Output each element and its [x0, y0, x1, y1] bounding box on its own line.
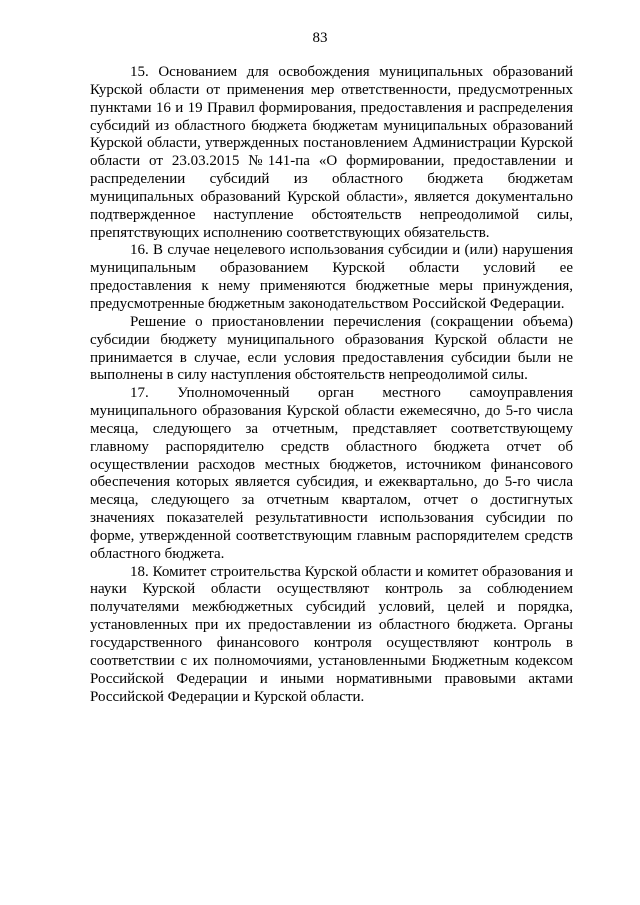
document-body — [90, 64, 573, 706]
paragraph-18: 18. Комитет строительства Курской области и комитет образования и науки Курской области осуществляют контроль за соблюдением получателями межбюджетных субсидий условий, целей и порядка, установленных при их предоставлении из областного бюджета. Органы государственного финансового контроля осуществляют контроль в соответствии с их полномочиями, установленными Бюджетным кодексом Российской Федерации и иными нормативными правовыми актами Российской Федерации и Курской области. — [90, 563, 573, 705]
paragraph-17: 17. Уполномоченный орган местного самоуправления муниципального образования Курской области ежемесячно, до 5-го числа месяца, следующего за отчетным, представляет соответствующему главному распорядителю средств областного бюджета отчет об осуществлении расходов местных бюджетов, источником финансового обеспечения которых является субсидия, и ежеквартально, до 5-го числа месяца, следующего за отчетным кварталом, отчет о достигнутых значениях показателей результативности использования субсидии по форме, утвержденной соответствующим главным распорядителем средств областного бюджета. — [90, 385, 573, 562]
paragraph-16-decision: Решение о приостановлении перечисления (сокращении объема) субсидии бюджету муниципального образования Курской области не принимается в случае, если условия предоставления субсидии были не выполнены в силу наступления обстоятельств непреодолимой силы. — [90, 313, 573, 384]
paragraph-15: 15. Основанием для освобождения муниципальных образований Курской области от применения мер ответственности, предусмотренных пунктами 16 и 19 Правил формирования, предоставления и распределения субсидий из областного бюджета бюджетам муниципальных образований Курской области, утвержденных постановлением Администрации Курской области от 23.03.2015 №141-па «О формировании, предоставлении и распределении субсидий из областного бюджета бюджетам муниципальных образований Курской области», является документально подтвержденное наступление обстоятельств непреодолимой силы, препятствующих исполнению соответствующих обязательств. — [90, 64, 573, 241]
paragraph-16: 16. В случае нецелевого использования субсидии и (или) нарушения муниципальным образованием Курской области условий ее предоставления к нему применяются бюджетные меры принуждения, предусмотренные бюджетным законодательством Российской Федерации. — [90, 242, 573, 312]
page-number: 83 — [312, 30, 328, 46]
